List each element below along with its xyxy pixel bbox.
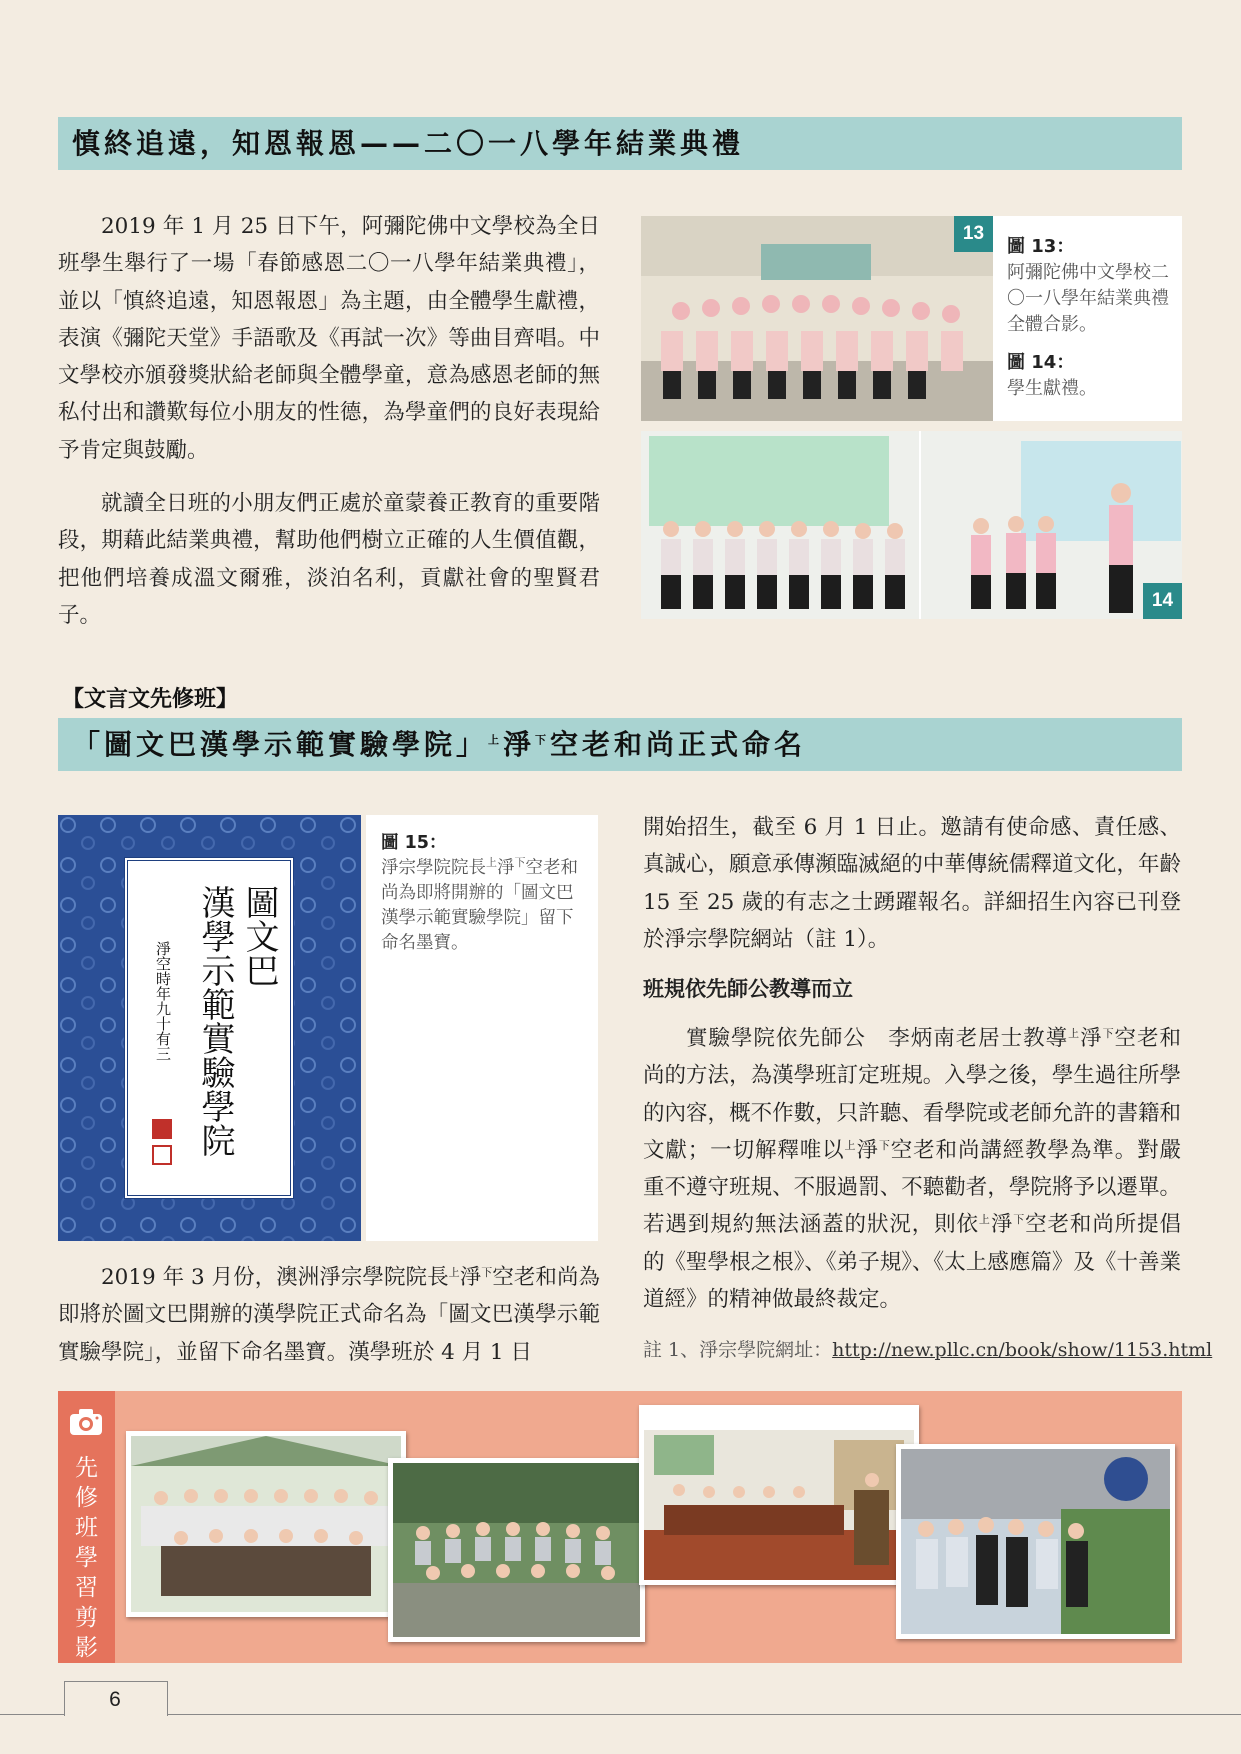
class-rules-subheading: 班規依先師公教導而立 [643,977,853,1001]
gallery-title: 先修班學習剪影 [75,1455,98,1661]
group-photo-illustration [641,216,993,421]
heading-part-b: 淨 [503,728,536,761]
figure-14-number: 14 [1143,583,1182,619]
gallery-photo-1-illustration [131,1436,401,1612]
section-heading-naming [58,718,1182,771]
rules-sup-5: 上 [978,1213,991,1227]
rules-sup-6: 下 [1013,1213,1026,1227]
figure-15-caption-c: 空老和尚為即將開辦的「圖文巴漢學示範實驗學院」留下命名墨寶。 [381,858,578,953]
rules-sup-4: 下 [878,1138,891,1152]
rules-text-c: 空老和尚的方法，為漢學班訂定班規。入學之後，學生過往所學的內容，概不作數，只許聽、看學院或老師允許的書籍和文獻；一切解釋唯以 [643,1026,1181,1163]
camera-icon [69,1408,103,1436]
gallery-photo-3 [639,1405,919,1585]
graduation-paragraph-1: 2019 年 1 月 25 日下午，阿彌陀佛中文學校為全日班學生舉行了一場「春節感恩二〇一八學年結業典禮」，並以「慎終追遠，知恩報恩」為主題，由全體學生獻禮，表演《彌陀天堂》手語歌及《再試一次》等曲目齊唱。中文學校亦頒發獎狀給老師與全體學童，意為感恩老師的無私付出和讚歎每位小朋友的性德，為學童們的良好表現給予肯定與鼓勵。 [58,214,600,463]
fig15-sup-1: 上 [486,856,497,870]
seal-stamp-2 [152,1145,172,1165]
heading-sup-2: 下 [535,733,551,747]
heading-part-a: 「圖文巴漢學示範實驗學院」 [72,728,489,761]
calligraphy-card [124,857,294,1199]
heading-part-c: 空老和尚正式命名 [550,728,807,761]
seal-stamp-1 [152,1119,172,1139]
rules-text-f: 淨 [990,1212,1014,1238]
gallery-strip [58,1391,1182,1663]
gallery-photo-2 [388,1458,645,1642]
footer-line [0,1714,1241,1715]
page-number: 6 [109,1688,121,1711]
gallery-photo-1 [126,1431,406,1617]
footnote-url-link[interactable]: http://new.pllc.cn/book/show/1153.html [832,1339,1213,1361]
figure-15-caption-a: 淨宗學院院長 [381,858,486,878]
calligraphy-title-1: 圖文巴 [239,885,279,987]
enrollment-paragraph: 開始招生，截至 6 月 1 日止。邀請有使命感、責任感、真誠心，願意承傳瀕臨滅絕的中華傳統儒釋道文化，年齡 15 至 25 歲的有志之士踴躍報名。詳細招生內容已刊登於淨宗學院網站（註 1）。 [643,815,1181,952]
graduation-paragraph-2: 就讀全日班的小朋友們正處於童蒙養正教育的重要階段，期藉此結業典禮，幫助他們樹立正確的人生價值觀，把他們培養成溫文爾雅，淡泊名利，貢獻社會的聖賢君子。 [58,491,600,628]
footnote-1 [643,1335,1212,1362]
rules-sup-2: 下 [1102,1026,1115,1040]
rules-text-d: 淨 [856,1137,879,1163]
class-rules-paragraph [643,1020,1181,1318]
naming-sup-1: 上 [448,1265,460,1279]
naming-paragraph-left [58,1259,600,1371]
naming-para-b: 淨 [459,1265,482,1290]
footnote-label: 註 1、淨宗學院網址： [643,1339,833,1361]
rules-sup-1: 上 [1068,1026,1081,1040]
caption-box-13-14 [993,216,1182,421]
figure-14-caption: 學生獻禮。 [1007,378,1097,399]
caption-box-15 [366,815,598,1241]
gallery-photo-2-illustration [393,1463,640,1637]
rules-text-g: 空老和尚所提倡的《聖學根之根》、《弟子規》、《太上感應篇》及《十善業道經》的精神做最終裁定。 [643,1212,1182,1313]
gallery-photo-4-illustration [901,1449,1170,1634]
section-label-classical-chinese: 【文言文先修班】 [62,687,239,712]
rules-sup-3: 上 [844,1138,857,1152]
naming-sup-2: 下 [481,1265,493,1279]
figure-13-caption: 阿彌陀佛中文學校二〇一八學年結業典禮全體合影。 [1007,262,1169,335]
figure-13-label: 圖 13： [1007,236,1075,257]
rules-text-b: 淨 [1080,1026,1103,1051]
photo-student-performance [641,431,1182,619]
calligraphy-signature: 淨空時年九十有三 [154,941,172,1061]
figure-14-label: 圖 14： [1007,352,1075,373]
naming-para-a: 2019 年 3 月份，澳洲淨宗學院院長 [101,1265,449,1290]
gallery-photo-4 [896,1444,1175,1639]
rules-text-a: 實驗學院依先師公 李炳南老居士教導 [686,1026,1069,1051]
rules-text-e: 空老和尚講經教學為準。對嚴重不遵守班規、不服過罰、不聽勸者，學院將予以遷單。若遇到規約無法涵蓋的狀況，則依 [643,1137,1181,1238]
figure-15-caption-b: 淨 [497,858,515,878]
figure-13-number: 13 [954,216,993,252]
section-heading-graduation: 慎終追遠，知恩報恩——二〇一八學年結業典禮 [58,117,1182,170]
performance-photo-illustration [641,431,1182,619]
gallery-sidebar [58,1391,115,1663]
fig15-sup-2: 下 [514,856,526,870]
photo-calligraphy [58,815,361,1241]
naming-para-c: 空老和尚為即將於圖文巴開辦的漢學院正式命名為「圖文巴漢學示範實驗學院」，並留下命名墨寶。漢學班於 4 月 1 日 [58,1265,601,1365]
gallery-photo-3-illustration [644,1410,914,1580]
photo-graduation-group [641,216,993,421]
calligraphy-title-2: 漢學示範實驗學院 [195,885,235,1157]
figure-15-label: 圖 15： [381,833,447,853]
heading-sup-1: 上 [488,733,504,747]
